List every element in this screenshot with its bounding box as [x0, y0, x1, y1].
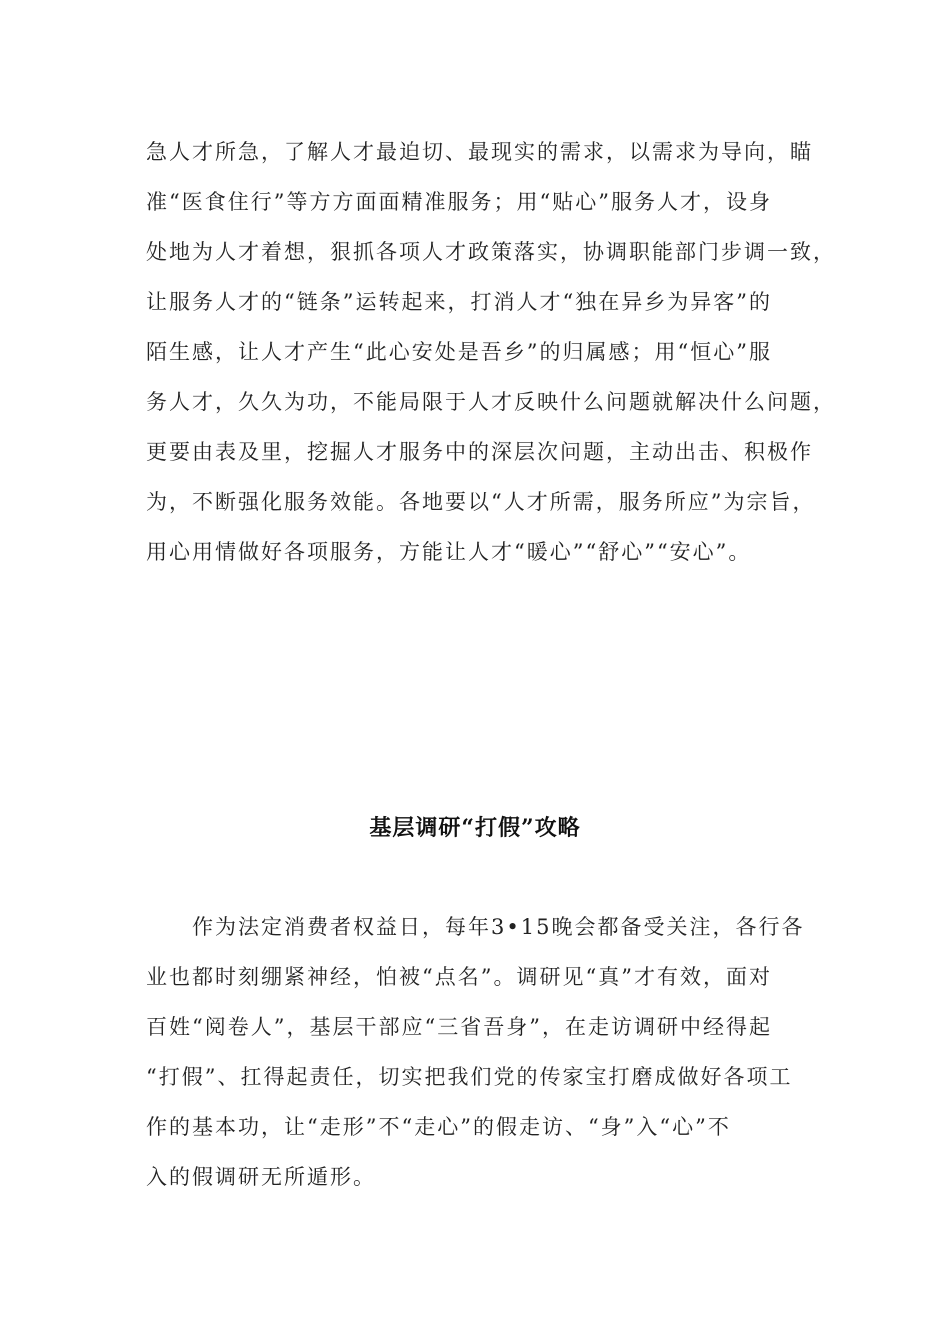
paragraph-line: 准“医食住行”等方方面面精准服务；用“贴心”服务人才，设身	[146, 190, 772, 214]
paragraph-line: 作为法定消费者权益日，每年3•15晚会都备受关注，各行各	[146, 915, 805, 939]
paragraph-line: 入的假调研无所遁形。	[146, 1165, 376, 1189]
paragraph-line: “打假”、扛得起责任，切实把我们党的传家宝打磨成做好各项工	[146, 1065, 793, 1089]
paragraph-line: 让服务人才的“链条”运转起来，打消人才“独在异乡为异客”的	[146, 290, 772, 314]
paragraph-line: 为，不断强化服务效能。各地要以“人才所需，服务所应”为宗旨，	[146, 490, 816, 514]
paragraph-line: 用心用情做好各项服务，方能让人才“暖心”“舒心”“安心”。	[146, 540, 752, 564]
paragraph-line: 业也都时刻绷紧神经，怕被“点名”。调研见“真”才有效，面对	[146, 965, 772, 989]
paragraph-line: 陌生感，让人才产生“此心安处是吾乡”的归属感；用“恒心”服	[146, 340, 772, 364]
paragraph-line: 务人才，久久为功，不能局限于人才反映什么问题就解决什么问题，	[146, 390, 836, 414]
paragraph-line: 百姓“阅卷人”，基层干部应“三省吾身”，在走访调研中经得起	[146, 1015, 772, 1039]
paragraph-line: 急人才所急，了解人才最迫切、最现实的需求，以需求为导向，瞄	[146, 140, 813, 164]
section-title: 基层调研“打假”攻略	[369, 815, 581, 841]
paragraph-line: 处地为人才着想，狠抓各项人才政策落实，协调职能部门步调一致，	[146, 240, 836, 264]
paragraph-line: 更要由表及里，挖掘人才服务中的深层次问题，主动出击、积极作	[146, 440, 813, 464]
paragraph-line: 作的基本功，让“走形”不“走心”的假走访、“身”入“心”不	[146, 1115, 731, 1139]
